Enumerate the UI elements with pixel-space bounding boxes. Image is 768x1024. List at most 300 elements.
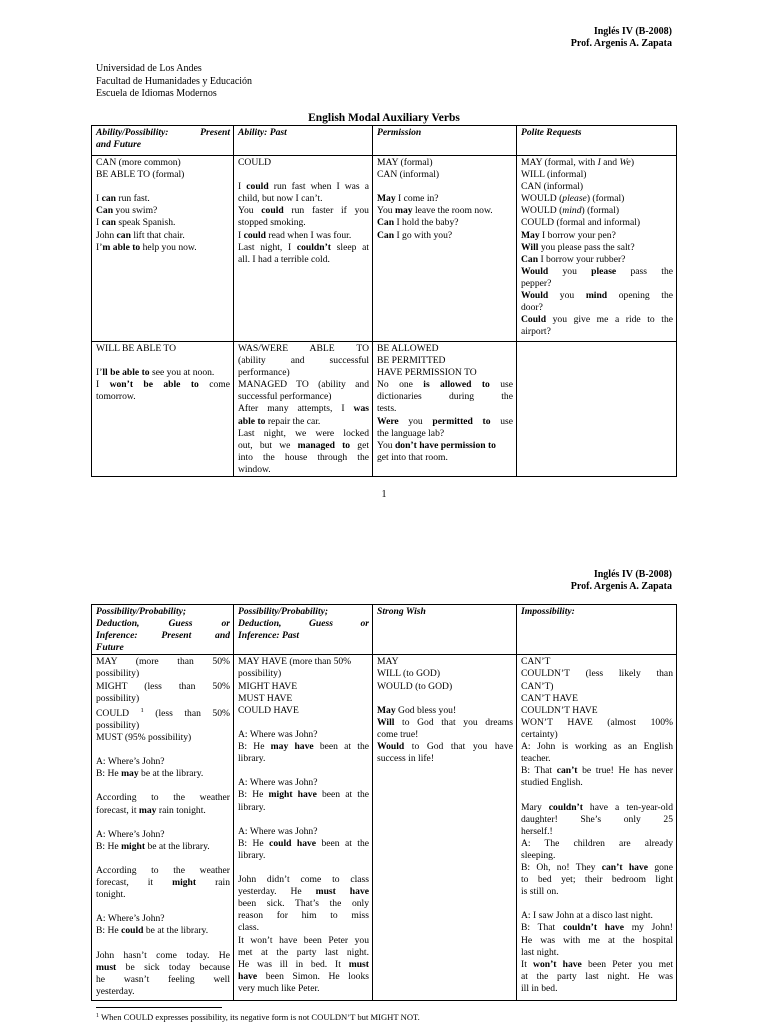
text-run: very much like Peter.: [238, 982, 320, 994]
text-run: ill in bed.: [521, 982, 558, 994]
text-run: WOULD (: [521, 193, 563, 205]
bold-run: May: [377, 704, 396, 716]
text-run: WON’T HAVE (almost 100%: [521, 716, 673, 728]
cell-line: [238, 753, 369, 765]
bold-run: may have: [270, 741, 314, 753]
column-header-line: and Future: [96, 139, 142, 151]
cell-line: [521, 729, 673, 741]
text-run: speak Spanish.: [115, 217, 176, 229]
text-run: leave the room now.: [412, 205, 493, 217]
cell-line: [521, 181, 673, 193]
cell-line: [377, 668, 513, 680]
bold-run: could: [261, 205, 284, 217]
text-run: been at the: [313, 741, 369, 753]
text-run: library.: [238, 849, 266, 861]
text-run: A: Where’s John?: [96, 913, 165, 925]
footnote-marker: 1: [96, 1013, 99, 1019]
text-run: A: I saw John at a disco last night.: [521, 910, 653, 922]
text-run: I’: [96, 367, 103, 379]
cell-line: [377, 205, 513, 217]
text-run: I: [238, 229, 244, 241]
cell-line: [238, 464, 369, 476]
text-run: A: Where’s John?: [96, 756, 165, 768]
cell-line: [521, 278, 673, 290]
cell-line: [96, 962, 230, 974]
cell-line: [521, 681, 673, 693]
text-run: library.: [238, 753, 266, 765]
cell-line: [96, 205, 230, 217]
bold-run: couldn’t: [548, 801, 583, 813]
cell-line: [377, 367, 513, 379]
footnote-rule: [96, 1007, 222, 1008]
cell-line: [521, 983, 673, 995]
text-run: sleep at: [331, 241, 369, 253]
bold-run: must: [96, 961, 117, 973]
cell-line: [96, 681, 230, 693]
cell-line: [238, 416, 369, 428]
modal-verbs-table-2: [91, 604, 677, 1001]
cell-line: [377, 157, 513, 169]
text-run: certainty): [521, 728, 558, 740]
text-run: have a ten-year-old: [582, 801, 673, 813]
text-run: B: Oh, no! They: [521, 861, 602, 873]
cell-line: [521, 753, 673, 765]
table-cell: [373, 655, 517, 1001]
text-run: get into that room.: [377, 451, 448, 463]
bold-run: won’t have: [533, 958, 582, 970]
text-run: class.: [238, 922, 260, 934]
cell-line: [238, 403, 369, 415]
cell-line: [377, 193, 513, 205]
cell-line: [238, 729, 369, 741]
text-run: forecast, it: [96, 804, 139, 816]
text-run: child, but now I can’t.: [238, 193, 323, 205]
table-row: [92, 655, 677, 1001]
text-run: to God that you dreams: [394, 716, 513, 728]
text-run: I: [96, 193, 102, 205]
blank-line: [238, 862, 369, 874]
bold-run: couldn’t: [296, 241, 331, 253]
blank-line: [238, 814, 369, 826]
bold-run: can’t: [556, 765, 578, 777]
blank-line: [521, 898, 673, 910]
text-run: reason for him to miss: [238, 910, 369, 922]
text-run: be at the library.: [138, 768, 204, 780]
text-run: According to the weather: [96, 864, 230, 876]
cell-line: [96, 732, 230, 744]
text-run: rain tonight.: [156, 804, 206, 816]
text-run: Last night, I: [238, 241, 297, 253]
cell-line: [377, 741, 513, 753]
bold-run: might: [172, 877, 197, 889]
bold-run: could: [121, 925, 144, 937]
text-run: God bless you!: [395, 704, 457, 716]
text-run: gone: [648, 861, 673, 873]
cell-line: [96, 705, 230, 720]
text-run: airport?: [521, 326, 551, 338]
cell-line: [521, 656, 673, 668]
cell-line: [96, 379, 230, 391]
cell-line: [238, 452, 369, 464]
bold-run: able to: [238, 415, 266, 427]
cell-line: [96, 367, 230, 379]
text-run: WOULD (: [521, 205, 563, 217]
table-header-row: [92, 605, 677, 655]
cell-line: [96, 986, 230, 998]
table-cell: [92, 342, 234, 477]
cell-line: [521, 705, 673, 717]
cell-line: [377, 705, 513, 717]
text-run: ) (formal): [581, 205, 620, 217]
cell-line: [238, 826, 369, 838]
text-run: Last night, we were locked: [238, 427, 369, 439]
text-run: been Simon. He looks: [257, 970, 369, 982]
cell-line: [377, 440, 513, 452]
table-row: [92, 342, 677, 477]
text-run: I: [96, 217, 102, 229]
cell-line: [96, 865, 230, 877]
cell-line: [238, 205, 369, 217]
text-run: success in life!: [377, 753, 435, 765]
footnote-text: When COULD expresses possibility, its negative form is not COULDN’T but MIGHT NOT.: [101, 1012, 420, 1022]
table-header-row: [92, 126, 677, 156]
table-cell: [517, 156, 677, 342]
column-header: [92, 126, 234, 156]
text-run: dictionaries during the: [377, 391, 513, 403]
bold-run: Would: [377, 741, 405, 753]
cell-line: [521, 850, 673, 862]
text-run: been at the: [316, 789, 369, 801]
text-run: Mary: [521, 801, 549, 813]
cell-line: [238, 367, 369, 379]
text-run: run fast.: [115, 193, 150, 205]
text-run: possibility): [96, 692, 140, 704]
blank-line: [238, 765, 369, 777]
text-run: MUST HAVE: [238, 692, 293, 704]
blank-line: [96, 181, 230, 193]
cell-line: [238, 741, 369, 753]
bold-run: must have: [315, 886, 369, 898]
bold-run: Can: [377, 217, 395, 229]
column-header-line: Future: [96, 642, 124, 654]
text-run: MAY (formal): [377, 157, 433, 168]
cell-line: [238, 947, 369, 959]
text-run: WAS/WERE ABLE TO: [238, 343, 369, 354]
text-run: CAN’T): [521, 680, 554, 692]
text-run: BE ABLE TO (formal): [96, 169, 185, 181]
text-run: repair the car.: [265, 415, 321, 427]
cell-line: [521, 826, 673, 838]
cell-line: [377, 416, 513, 428]
text-run: B: That: [521, 922, 563, 934]
cell-line: [96, 343, 230, 355]
footnote-ref: 1: [140, 706, 144, 714]
italic-run: mind: [562, 205, 582, 217]
blank-line: [521, 789, 673, 801]
text-run: He was with me at the hospital: [521, 934, 673, 946]
bold-run: managed to: [297, 439, 351, 451]
text-run: WILL (informal): [521, 169, 587, 181]
cell-line: [96, 193, 230, 205]
text-run: I: [238, 181, 247, 193]
blank-line: [96, 853, 230, 865]
cell-line: [521, 217, 673, 229]
text-run: CAN’T: [521, 656, 551, 668]
text-run: CAN (informal): [377, 169, 440, 181]
text-run: COULD: [96, 707, 141, 719]
cell-line: [96, 950, 230, 962]
text-run: you please pass the salt?: [538, 241, 635, 253]
cell-line: [238, 230, 369, 242]
text-run: CAN’T HAVE: [521, 692, 578, 704]
text-run: use: [490, 415, 513, 427]
column-header-line: Deduction, Guess or: [238, 618, 369, 630]
column-header-line: Possibility/Probability;: [96, 606, 187, 617]
text-run: tonight.: [96, 889, 126, 901]
cell-line: [377, 355, 513, 367]
cell-line: [377, 452, 513, 464]
text-run: and: [600, 157, 620, 168]
text-run: run fast when I was a: [268, 181, 369, 193]
bold-run: Can: [521, 253, 539, 265]
cell-line: [521, 693, 673, 705]
blank-line: [377, 693, 513, 705]
text-run: A: The children are already: [521, 837, 673, 849]
text-run: opening the: [607, 290, 673, 302]
text-run: window.: [238, 463, 271, 475]
cell-line: [238, 391, 369, 403]
table-cell: [517, 655, 677, 1001]
cell-line: [521, 777, 673, 789]
text-run: I hold the baby?: [394, 217, 459, 229]
cell-line: [238, 802, 369, 814]
cell-line: [377, 656, 513, 668]
cell-line: [377, 428, 513, 440]
text-run: No one: [377, 379, 424, 391]
text-run: yesterday.: [96, 985, 135, 997]
text-run: WILL BE ABLE TO: [96, 343, 177, 354]
cell-line: [238, 343, 369, 355]
text-run: It won’t have been Peter you: [238, 934, 369, 946]
text-run: you give me a ride to the: [546, 314, 673, 326]
cell-line: [521, 814, 673, 826]
cell-line: [238, 850, 369, 862]
cell-line: [238, 898, 369, 910]
column-header: [517, 605, 677, 655]
text-run: possibility): [96, 719, 140, 731]
text-run: is still on.: [521, 886, 559, 898]
bold-run: might have: [268, 789, 317, 801]
text-run: A: Where was John?: [238, 777, 318, 789]
bold-run: ll be able to: [102, 367, 150, 379]
cell-line: [521, 717, 673, 729]
text-run: According to the weather: [96, 792, 230, 804]
text-run: out, but we: [238, 439, 298, 451]
text-run: been sick. That’s the only: [238, 898, 369, 910]
text-run: pass the: [616, 265, 673, 277]
text-run: you: [548, 290, 586, 302]
course-label: Inglés IV (B-2008): [593, 569, 672, 580]
bold-run: was: [353, 403, 369, 415]
text-run: come true!: [377, 728, 419, 740]
column-header-line: Impossibility:: [521, 606, 575, 617]
cell-line: [238, 789, 369, 801]
text-run: be at the library.: [145, 840, 210, 852]
cell-line: [238, 428, 369, 440]
blank-line: [96, 355, 230, 367]
cell-line: [521, 290, 673, 302]
cell-line: [96, 841, 230, 853]
cell-line: [521, 230, 673, 242]
bold-run: can: [101, 193, 116, 205]
cell-line: [238, 874, 369, 886]
cell-line: [238, 935, 369, 947]
institution-line: Escuela de Idiomas Modernos: [96, 88, 217, 99]
cell-line: [521, 802, 673, 814]
footnote: [96, 1011, 420, 1022]
text-run: to bed yet; their bedroom light: [521, 874, 673, 886]
cell-line: [521, 169, 673, 181]
cell-line: [96, 391, 230, 403]
text-run: WOULD (to GOD): [377, 680, 453, 692]
cell-line: [238, 157, 369, 169]
table-cell: [234, 655, 373, 1001]
cell-line: [96, 974, 230, 986]
text-run: studied English.: [521, 777, 583, 789]
blank-line: [96, 744, 230, 756]
cell-line: [521, 935, 673, 947]
bold-run: must: [348, 958, 369, 970]
text-run: MANAGED TO (ability and: [238, 379, 369, 391]
text-run: MIGHT HAVE: [238, 680, 298, 692]
cell-line: [521, 862, 673, 874]
text-run: all. I had a terrible cold.: [238, 253, 330, 265]
cell-line: [377, 343, 513, 355]
column-header-line: Deduction, Guess or: [96, 618, 230, 630]
text-run: ) (formal): [586, 193, 625, 205]
cell-line: [238, 254, 369, 266]
text-run: HAVE PERMISSION TO: [377, 367, 477, 379]
cell-line: [521, 741, 673, 753]
bold-run: won’t be able to: [109, 379, 199, 391]
blank-line: [96, 780, 230, 792]
bold-run: Would: [521, 290, 549, 302]
bold-run: Would: [521, 265, 549, 277]
cell-line: [521, 668, 673, 680]
modal-verbs-table-1: [91, 125, 677, 477]
page1-header: [571, 26, 672, 50]
italic-run: I: [597, 157, 601, 168]
table-cell: [373, 342, 517, 477]
cell-line: [238, 886, 369, 898]
bold-run: could have: [269, 837, 317, 849]
text-run: COULD: [238, 157, 272, 168]
blank-line: [238, 717, 369, 729]
text-run: B: He: [96, 768, 122, 780]
text-run: MAY: [377, 656, 399, 668]
column-header: [517, 126, 677, 156]
column-header: [373, 605, 517, 655]
cell-line: [238, 217, 369, 229]
cell-line: [96, 230, 230, 242]
cell-line: [521, 959, 673, 971]
text-run: COULD (formal and informal): [521, 217, 641, 229]
text-run: WILL (to GOD): [377, 668, 441, 680]
cell-line: [377, 717, 513, 729]
bold-run: Will: [377, 716, 395, 728]
text-run: forecast, it: [96, 877, 173, 889]
cell-line: [521, 157, 673, 169]
text-run: B: He: [238, 837, 270, 849]
text-run: I borrow your rubber?: [538, 253, 626, 265]
text-run: use: [489, 379, 514, 391]
blank-line: [96, 938, 230, 950]
text-run: You: [377, 439, 395, 451]
text-run: ): [630, 157, 635, 168]
text-run: be sick today because: [116, 961, 230, 973]
table-cell: [92, 655, 234, 1001]
text-run: CAN (more common): [96, 157, 181, 168]
cell-line: [521, 205, 673, 217]
text-run: you: [548, 265, 592, 277]
cell-line: [238, 838, 369, 850]
cell-line: [96, 925, 230, 937]
cell-line: [96, 756, 230, 768]
bold-run: could: [246, 181, 269, 193]
cell-line: [377, 729, 513, 741]
cell-line: [96, 668, 230, 680]
cell-line: [238, 983, 369, 995]
text-run: MUST (95% possibility): [96, 731, 192, 743]
text-run: sleeping.: [521, 849, 556, 861]
text-run: met at the party last night.: [238, 946, 369, 958]
cell-line: [521, 765, 673, 777]
bold-run: Can: [377, 229, 395, 241]
text-run: I’: [96, 241, 103, 253]
text-run: John hasn’t come today. He: [96, 949, 230, 961]
institution-line: Facultad de Humanidades y Educación: [96, 75, 253, 87]
cell-line: [238, 681, 369, 693]
cell-line: [521, 254, 673, 266]
cell-line: [96, 242, 230, 254]
text-run: been at the: [316, 837, 369, 849]
text-run: possibility): [96, 668, 140, 680]
cell-line: [238, 922, 369, 934]
text-run: tomorrow.: [96, 391, 136, 403]
cell-line: [521, 302, 673, 314]
table-row: [92, 156, 677, 342]
bold-run: Will: [521, 241, 539, 253]
cell-line: [521, 838, 673, 850]
bold-run: could: [243, 229, 266, 241]
text-run: A: Where was John?: [238, 728, 318, 740]
cell-line: [521, 922, 673, 934]
column-header: [92, 605, 234, 655]
cell-line: [238, 379, 369, 391]
text-run: see you at noon.: [149, 367, 215, 379]
cell-line: [377, 681, 513, 693]
cell-line: [377, 403, 513, 415]
cell-line: [238, 355, 369, 367]
blank-line: [96, 901, 230, 913]
table-cell: [517, 342, 677, 477]
bold-run: may: [138, 804, 157, 816]
cell-line: [238, 910, 369, 922]
text-run: MAY (formal, with: [521, 157, 598, 168]
text-run: I come in?: [395, 193, 439, 205]
bold-run: Can: [96, 205, 114, 217]
cell-line: [238, 440, 369, 452]
